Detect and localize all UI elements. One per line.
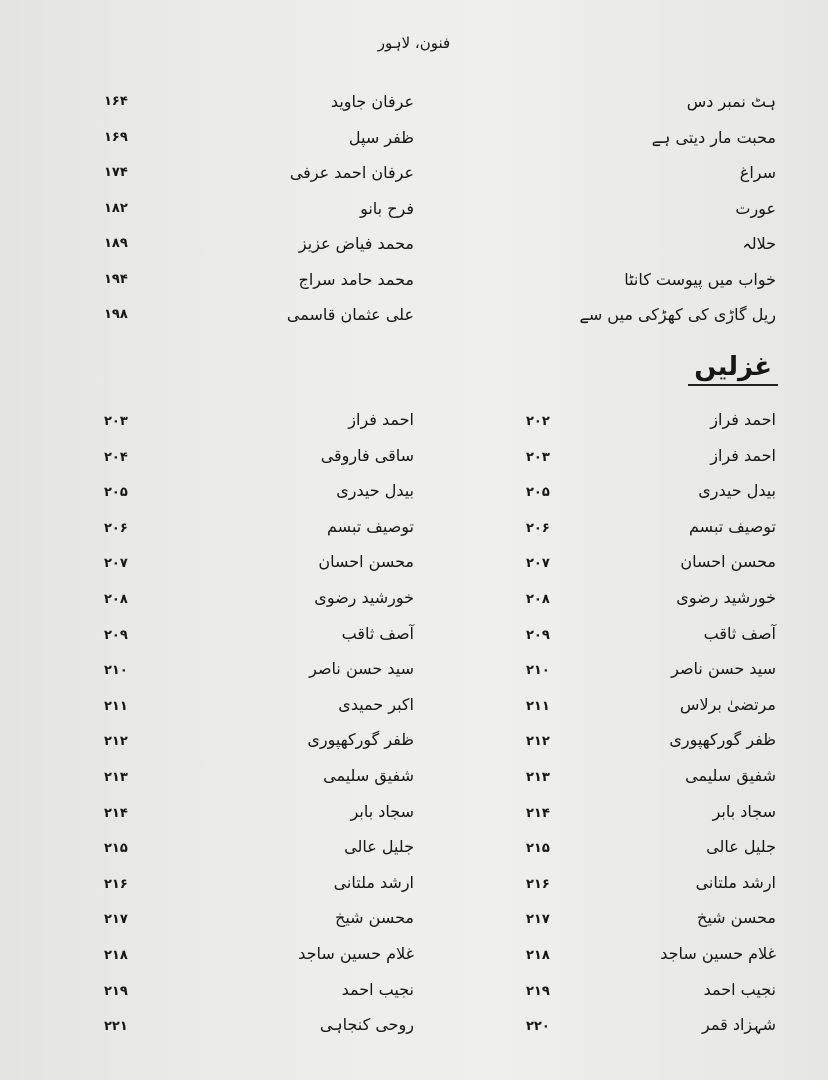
page-number: ۲۰۴ [104, 449, 128, 465]
entry-author: محمد فیاض عزیز [298, 234, 414, 253]
ghazal-poet: سید حسن ناصر [671, 659, 776, 679]
page-number: ۲۱۳ [526, 770, 550, 785]
entry-title: حلالہ [742, 234, 776, 253]
entry-author: عرفان احمد عرفی [289, 163, 414, 182]
ghazal-poet: نجیب احمد [703, 979, 776, 999]
page-number: ۲۰۵ [104, 485, 128, 501]
ghazal-poet: سجاد بابر [350, 801, 414, 821]
running-header: فنون، لاہور [377, 34, 451, 52]
ghazal-poet: غلام حسین ساجد [660, 944, 776, 963]
ghazal-poet: ارشد ملتانی [695, 872, 776, 892]
page-number: ۲۲۰ [526, 1019, 550, 1035]
entry-title: ہٹ نمبر دس [686, 92, 776, 111]
page-number: ۲۰۵ [526, 485, 550, 501]
entry-title: عورت [735, 198, 776, 218]
page-number: ۱۹۴ [104, 271, 128, 287]
page-number: ۲۱۶ [526, 876, 550, 892]
page-number: ۲۰۸ [526, 592, 550, 607]
ghazal-poet: بیدل حیدری [336, 481, 414, 501]
page-number: ۲۱۵ [526, 841, 550, 857]
entry-title: سراغ [739, 163, 776, 182]
entry-author: محمد حامد سراج [298, 269, 414, 289]
ghazal-poet: سید حسن ناصر [309, 659, 414, 679]
page-number: ۱۹۸ [104, 307, 128, 322]
ghazal-poet: ساقی فاروقی [320, 445, 414, 465]
ghazal-poet: مرتضیٰ برلاس [679, 694, 776, 714]
page-number: ۲۰۹ [526, 627, 550, 643]
page-number: ۱۶۴ [104, 94, 128, 109]
page-number: ۱۸۹ [104, 236, 128, 251]
ghazal-poet: خورشید رضوی [314, 588, 414, 607]
page-number: ۲۱۷ [526, 912, 550, 928]
page-number: ۲۱۶ [104, 876, 128, 892]
section-heading-ghazals: غزلیں [688, 352, 778, 386]
entry-title: خواب میں پیوست کانٹا [624, 269, 776, 289]
ghazal-poet: ارشد ملتانی [333, 872, 414, 892]
ghazal-poet: ظفر گورکھپوری [669, 730, 776, 750]
ghazal-poet: احمد فراز [710, 445, 776, 465]
page-number: ۱۶۹ [104, 129, 128, 145]
page-number: ۲۱۲ [104, 734, 128, 750]
page-number: ۲۱۹ [526, 983, 550, 999]
entry-author: عرفان جاوید [330, 92, 414, 111]
ghazal-poet: محسن شیخ [335, 908, 414, 928]
page-number: ۲۱۸ [104, 948, 128, 963]
page-number: ۱۸۲ [104, 200, 128, 216]
ghazal-poet: محسن احسان [318, 552, 414, 572]
page-number: ۲۱۹ [104, 983, 128, 999]
entry-title: ریل گاڑی کی کھڑکی میں سے [579, 305, 776, 324]
ghazal-poet: شفیق سلیمی [685, 766, 776, 785]
ghazal-poet: ظفر گورکھپوری [307, 730, 414, 750]
ghazal-poet: آصف ثاقب [703, 623, 776, 643]
ghazal-poet: محسن احسان [680, 552, 776, 572]
ghazal-poet: توصیف تبسم [689, 516, 776, 536]
ghazal-poet: جلیل عالی [706, 837, 776, 857]
ghazal-poet: روحی کنجاہی [319, 1015, 414, 1035]
ghazal-poet: اکبر حمیدی [338, 694, 414, 714]
page-number: ۲۱۱ [104, 698, 128, 714]
entry-author: فرح بانو [360, 198, 414, 218]
ghazal-poet: غلام حسین ساجد [298, 944, 414, 963]
ghazal-poet: احمد فراز [348, 410, 414, 429]
entry-title: محبت مار دیتی ہے [651, 127, 776, 147]
page-number: ۲۱۳ [104, 770, 128, 785]
page-number: ۲۰۶ [526, 520, 550, 536]
ghazal-poet: توصیف تبسم [327, 516, 414, 536]
page-number: ۲۱۵ [104, 841, 128, 857]
ghazal-poet: نجیب احمد [341, 979, 414, 999]
ghazal-poet: شفیق سلیمی [323, 766, 414, 785]
ghazal-poet: شہزاد قمر [702, 1015, 776, 1035]
page-number: ۲۰۷ [526, 556, 550, 572]
ghazal-poet: بیدل حیدری [698, 481, 776, 501]
page-number: ۲۰۸ [104, 592, 128, 607]
page-number: ۲۱۷ [104, 912, 128, 928]
ghazal-poet: محسن شیخ [697, 908, 776, 928]
page-number: ۲۱۲ [526, 734, 550, 750]
ghazal-poet: احمد فراز [710, 410, 776, 429]
page-number: ۲۰۷ [104, 556, 128, 572]
page-number: ۲۲۱ [104, 1019, 128, 1035]
page-number: ۲۱۰ [104, 663, 128, 679]
ghazal-poet: آصف ثاقب [341, 623, 414, 643]
page-number: ۲۱۴ [104, 805, 128, 821]
entry-author: ظفر سپل [348, 127, 414, 147]
entry-author: علی عثمان قاسمی [286, 305, 414, 324]
page-number: ۲۱۰ [526, 663, 550, 679]
page-number: ۱۷۴ [104, 165, 128, 180]
page-number: ۲۰۳ [526, 449, 550, 465]
ghazal-poet: خورشید رضوی [676, 588, 776, 607]
page-number: ۲۱۴ [526, 805, 550, 821]
page-number: ۲۰۹ [104, 627, 128, 643]
page-number: ۲۰۲ [526, 414, 550, 429]
page-number: ۲۰۳ [104, 414, 128, 429]
page-number: ۲۰۶ [104, 520, 128, 536]
ghazal-poet: جلیل عالی [344, 837, 414, 857]
page-number: ۲۱۸ [526, 948, 550, 963]
page-number: ۲۱۱ [526, 698, 550, 714]
ghazal-poet: سجاد بابر [712, 801, 776, 821]
